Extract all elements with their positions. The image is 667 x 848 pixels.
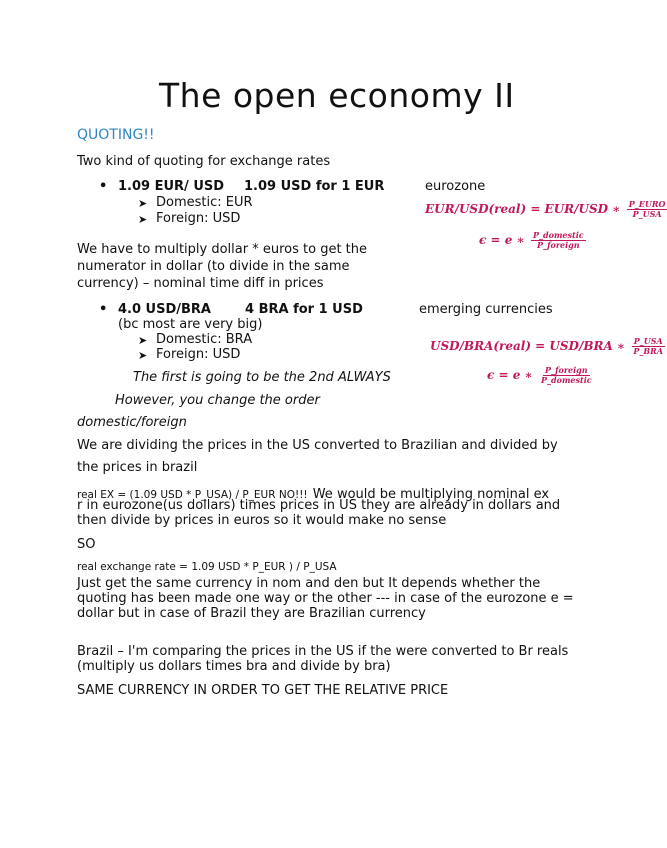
quote2-region: emerging currencies <box>419 302 553 317</box>
paragraph2-line1: We are dividing the prices in the US converted to Brazilian and divided by <box>77 438 558 453</box>
paragraph1-line3: currency) – nominal time diff in prices <box>77 276 324 291</box>
formula-epsilon-bra-fraction <box>539 366 594 385</box>
arrow-bullet-icon: ➤ <box>138 197 148 210</box>
formula-eur-usd-real <box>425 200 667 219</box>
paragraph4-line1: Brazil – I'm comparing the prices in the US if the were converted to Br reals <box>77 644 569 659</box>
formula-numerator: P_USA <box>633 336 663 346</box>
paragraph4-line2: (multiply us dollars times bra and divide by bra) <box>77 659 391 674</box>
quote2-rate: • 4.0 USD/BRA <box>118 302 211 318</box>
quote1-region: eurozone <box>425 179 486 194</box>
arrow-bullet-icon: ➤ <box>138 334 148 347</box>
formula-epsilon-bra-main: ϵ = e ∗ <box>487 368 533 382</box>
paragraph1-line1: We have to multiply dollar * euros to get the <box>77 242 368 257</box>
formula-usd-bra-real-main: USD/BRA(real) = USD/BRA ∗ <box>430 339 626 353</box>
formula-denominator: P_domestic <box>541 375 592 385</box>
quote2-domestic-label: Domestic: BRA <box>156 332 253 347</box>
formula-epsilon-eur-fraction <box>531 231 586 250</box>
formula-epsilon-eur <box>479 231 586 250</box>
paragraph3-line3: dollar but in case of Brazil they are Brazilian currency <box>77 606 426 621</box>
quote1-foreign-label: Foreign: USD <box>156 211 241 226</box>
formula-eur-usd-real-fraction <box>627 200 667 219</box>
paragraph1-line2: numerator in dollar (to divide in the same <box>77 259 350 274</box>
italic-note-2: However, you change the order <box>115 393 320 408</box>
formula-denominator: P_USA <box>632 209 662 219</box>
quote2-meaning: 4 BRA for 1 USD <box>245 302 363 317</box>
formula-usd-bra-real <box>430 337 665 356</box>
real-ex-line2: r in eurozone(us dollars) times prices in US they are already in dollars and <box>77 498 561 513</box>
quote1-foreign <box>138 211 241 227</box>
paragraph2-line2: the prices in brazil <box>77 460 198 475</box>
paragraph3-line2: quoting has been made one way or the other --- in case of the eurozone e = <box>77 591 574 606</box>
quote1-domestic <box>138 195 253 211</box>
quote1-rate: • 1.09 EUR/ USD <box>118 179 224 195</box>
quote2-foreign <box>138 347 241 363</box>
formula-denominator: P_foreign <box>537 240 580 250</box>
formula-eur-usd-real-main: EUR/USD(real) = EUR/USD ∗ <box>425 202 621 216</box>
intro-text: Two kind of quoting for exchange rates <box>77 154 331 169</box>
italic-note-3: domestic/foreign <box>77 415 187 430</box>
arrow-bullet-icon: ➤ <box>138 213 148 226</box>
quote2-foreign-label: Foreign: USD <box>156 347 241 362</box>
real-ex-formula: real EX = (1.09 USD * P_USA) / P_EUR NO!!! <box>77 489 308 501</box>
formula-epsilon-bra <box>487 366 594 385</box>
quote1-domestic-label: Domestic: EUR <box>156 195 253 210</box>
formula-epsilon-eur-main: ϵ = e ∗ <box>479 233 525 247</box>
so-text: SO <box>77 537 96 552</box>
real-ex-comment: We would be multiplying nominal ex <box>312 487 550 502</box>
closing-text: SAME CURRENCY IN ORDER TO GET THE RELATIVE PRICE <box>77 683 449 698</box>
real-rate-formula: real exchange rate = 1.09 USD * P_EUR ) / P_USA <box>77 561 337 573</box>
section-heading: QUOTING!! <box>77 127 155 143</box>
formula-numerator: P_foreign <box>545 365 588 375</box>
arrow-bullet-icon: ➤ <box>138 349 148 362</box>
quote1-meaning: 1.09 USD for 1 EUR <box>244 179 385 194</box>
quote2-note: (bc most are very big) <box>118 317 263 332</box>
formula-usd-bra-real-fraction <box>631 337 665 356</box>
paragraph3-line1: Just get the same currency in nom and den but It depends whether the <box>77 576 541 591</box>
formula-numerator: P_domestic <box>533 230 584 240</box>
italic-note-1: The first is going to be the 2nd ALWAYS <box>133 370 391 385</box>
page-title: The open economy II <box>159 76 515 115</box>
formula-numerator: P_EURO <box>628 199 666 209</box>
quote2-domestic <box>138 332 253 348</box>
formula-denominator: P_BRA <box>633 346 664 356</box>
real-ex-line3: then divide by prices in euros so it would make no sense <box>77 513 447 528</box>
